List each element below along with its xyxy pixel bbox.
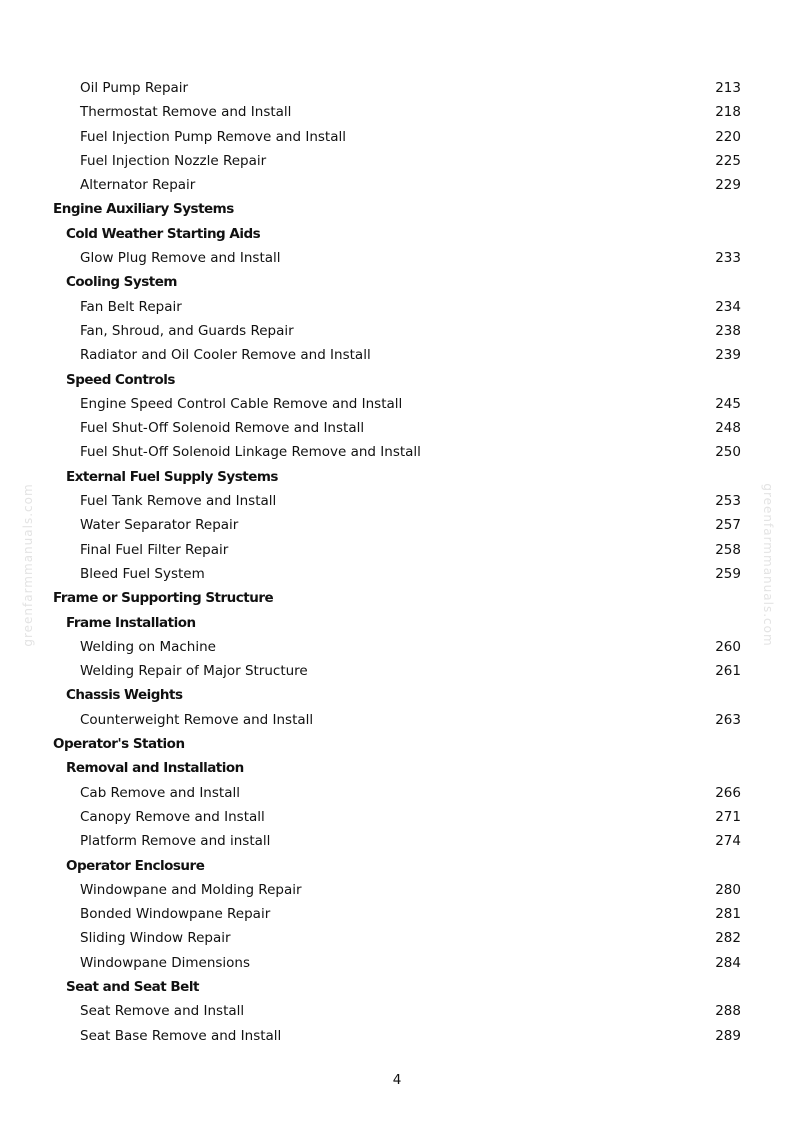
toc-section-heading <box>0 197 794 221</box>
toc-entry-title: Fuel Injection Nozzle Repair <box>80 152 267 169</box>
toc-entry <box>0 343 794 367</box>
toc-entry-page: 280 <box>715 881 741 898</box>
toc-entry <box>0 1024 794 1048</box>
toc-entry-title: Cab Remove and Install <box>80 784 240 801</box>
toc-entry-title: Thermostat Remove and Install <box>80 104 292 121</box>
toc-entry-page: 218 <box>715 104 741 121</box>
toc-entry-page: 234 <box>715 298 741 315</box>
toc-entry <box>0 562 794 586</box>
toc-entry-title: Fan, Shroud, and Guards Repair <box>80 322 294 339</box>
toc-entry <box>0 149 794 173</box>
toc-section-heading <box>0 975 794 999</box>
toc-entry-title: Fan Belt Repair <box>80 298 182 315</box>
toc-entry-page: 229 <box>715 177 741 194</box>
toc-entry-title: Bleed Fuel System <box>80 565 205 582</box>
toc-entry-page: 257 <box>715 517 741 534</box>
toc-entry-page: 281 <box>715 906 741 923</box>
toc-entry <box>0 878 794 902</box>
toc-entry-page: 260 <box>715 638 741 655</box>
toc-section-heading <box>0 611 794 635</box>
toc-entry-title: Alternator Repair <box>80 177 196 194</box>
toc-entry-title: Bonded Windowpane Repair <box>80 906 271 923</box>
toc-entry-title: Glow Plug Remove and Install <box>80 250 281 267</box>
toc-section-heading <box>0 586 794 610</box>
toc-entry <box>0 440 794 464</box>
toc-section-heading <box>0 368 794 392</box>
toc-entry-page: 289 <box>715 1027 741 1044</box>
toc-entry-title: Fuel Injection Pump Remove and Install <box>80 128 346 145</box>
toc-entry <box>0 538 794 562</box>
toc-entry <box>0 392 794 416</box>
toc-entry-title: Fuel Shut-Off Solenoid Remove and Install <box>80 420 365 437</box>
toc-entry-page: 225 <box>715 152 741 169</box>
toc-entry <box>0 319 794 343</box>
toc-entry-title: Operator's Station <box>53 736 185 753</box>
toc-entry-title: External Fuel Supply Systems <box>66 468 278 485</box>
toc-entry <box>0 173 794 197</box>
page-number: 4 <box>392 1072 402 1088</box>
toc-entry-title: Seat Remove and Install <box>80 1003 245 1020</box>
toc-section-heading <box>0 270 794 294</box>
toc-entry-title: Counterweight Remove and Install <box>80 711 314 728</box>
toc-entry-title: Cold Weather Starting Aids <box>66 225 261 242</box>
toc-entry-page: 253 <box>715 493 741 510</box>
toc-entry-page: 288 <box>715 1003 741 1020</box>
toc-entry-title: Chassis Weights <box>66 687 183 704</box>
toc-entry <box>0 659 794 683</box>
toc-entry-title: Frame Installation <box>66 614 196 631</box>
toc-entry <box>0 708 794 732</box>
toc-entry-page: 261 <box>715 663 741 680</box>
toc-entry-page: 274 <box>715 833 741 850</box>
toc-section-heading <box>0 756 794 780</box>
toc-entry-title: Removal and Installation <box>66 760 244 777</box>
toc-entry-page: 213 <box>715 80 741 96</box>
toc-entry <box>0 635 794 659</box>
toc-entry-page: 250 <box>715 444 741 461</box>
toc-entry-page: 282 <box>715 930 741 947</box>
toc-entry-page: 266 <box>715 784 741 801</box>
toc-entry-title: Windowpane Dimensions <box>80 954 251 971</box>
toc-entry <box>0 416 794 440</box>
toc-entry-title: Frame or Supporting Structure <box>53 590 274 607</box>
toc-entry <box>0 295 794 319</box>
toc-section-heading <box>0 732 794 756</box>
toc-entry-title: Fuel Shut-Off Solenoid Linkage Remove and Install <box>80 444 421 461</box>
toc-entry-title: Speed Controls <box>66 371 175 388</box>
toc-entry-page: 238 <box>715 322 741 339</box>
toc-entry <box>0 246 794 270</box>
table-of-contents <box>0 76 794 1048</box>
toc-entry-title: Water Separator Repair <box>80 517 239 534</box>
toc-entry <box>0 951 794 975</box>
toc-section-heading <box>0 854 794 878</box>
toc-entry <box>0 125 794 149</box>
toc-entry-title: Final Fuel Filter Repair <box>80 541 229 558</box>
toc-entry <box>0 805 794 829</box>
toc-entry <box>0 829 794 853</box>
toc-entry-title: Sliding Window Repair <box>80 930 231 947</box>
toc-entry-title: Platform Remove and install <box>80 833 271 850</box>
toc-entry-page: 233 <box>715 250 741 267</box>
toc-entry-title: Canopy Remove and Install <box>80 808 265 825</box>
toc-entry-title: Seat Base Remove and Install <box>80 1027 282 1044</box>
toc-entry-title: Fuel Tank Remove and Install <box>80 493 277 510</box>
toc-entry <box>0 489 794 513</box>
toc-entry-title: Engine Speed Control Cable Remove and Install <box>80 395 403 412</box>
toc-entry <box>0 781 794 805</box>
toc-entry-title: Windowpane and Molding Repair <box>80 881 302 898</box>
toc-entry <box>0 902 794 926</box>
toc-section-heading <box>0 465 794 489</box>
toc-entry-title: Operator Enclosure <box>66 857 205 874</box>
toc-entry-title: Welding on Machine <box>80 638 216 655</box>
watermark-left: greenfarmmanuals.com <box>21 483 35 647</box>
toc-entry-title: Oil Pump Repair <box>80 80 189 96</box>
toc-section-heading <box>0 683 794 707</box>
toc-entry <box>0 513 794 537</box>
toc-entry-page: 271 <box>715 808 741 825</box>
toc-entry-title: Welding Repair of Major Structure <box>80 663 308 680</box>
toc-entry-title: Seat and Seat Belt <box>66 978 199 995</box>
toc-entry <box>0 926 794 950</box>
toc-entry-title: Radiator and Oil Cooler Remove and Install <box>80 347 371 364</box>
toc-entry-title: Engine Auxiliary Systems <box>53 201 234 218</box>
watermark-right: greenfarmmanuals.com <box>761 483 775 647</box>
toc-entry-page: 284 <box>715 954 741 971</box>
toc-entry-page: 258 <box>715 541 741 558</box>
toc-entry-title: Cooling System <box>66 274 177 291</box>
toc-entry <box>0 999 794 1023</box>
toc-entry-page: 239 <box>715 347 741 364</box>
toc-entry-page: 259 <box>715 565 741 582</box>
toc-entry-page: 263 <box>715 711 741 728</box>
toc-entry <box>0 100 794 124</box>
toc-entry-page: 248 <box>715 420 741 437</box>
toc-entry-page: 245 <box>715 395 741 412</box>
toc-section-heading <box>0 222 794 246</box>
toc-entry-page: 220 <box>715 128 741 145</box>
toc-entry <box>0 76 794 100</box>
